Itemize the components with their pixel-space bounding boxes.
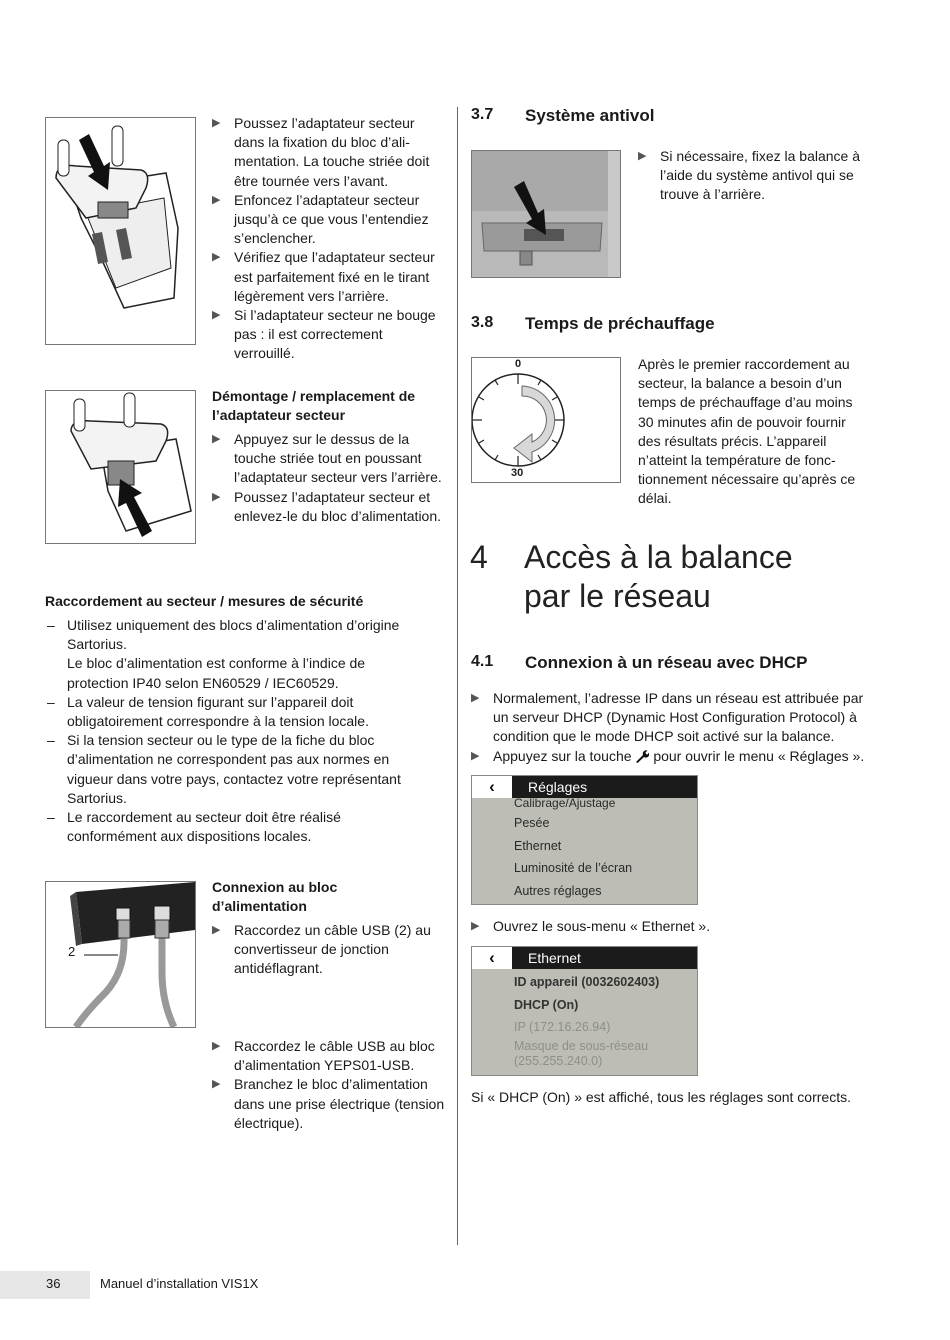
section-3-7-number: 3.7 (471, 106, 494, 123)
menu-item-luminosite[interactable]: Luminosité de l’écran (514, 861, 633, 875)
demontage-heading: Démontage / remplacement de l’adaptateur secteur (212, 388, 416, 424)
menu-item-id-appareil[interactable]: ID appareil (0032602403) (514, 975, 660, 989)
usb-cable-label: 2 (68, 944, 76, 959)
menu-item-ip: IP (172.16.26.94) (514, 1020, 611, 1034)
connexion-step-usb: ▶ Raccordez un câble USB (2) au convertisseur de jonction antidéflagrant. (212, 921, 442, 979)
ethernet-menu-screenshot (471, 946, 698, 1076)
menu-item-pesee[interactable]: Pesée (514, 816, 550, 830)
footer-title: Manuel d’installation VIS1X (100, 1276, 259, 1291)
adapter-remove-figure (45, 390, 196, 544)
menu-item-ethernet[interactable]: Ethernet (514, 838, 562, 853)
menu-item-dhcp[interactable]: DHCP (On) (514, 997, 579, 1012)
section-3-8-title: Temps de préchauffage (525, 314, 715, 333)
chapter-4-heading (470, 538, 910, 622)
dhcp-closing-text: Si « DHCP (On) » est affiché, tous les réglages sont corrects. (471, 1089, 851, 1105)
section-3-8-number: 3.8 (471, 314, 494, 331)
page-number-tab (0, 1271, 90, 1299)
usb-connection-figure (45, 881, 196, 1028)
dhcp-step-ethernet: ▶ Ouvrez le sous-menu « Ethernet ». (471, 917, 876, 936)
antitheft-step: ▶ Si nécessaire, fixez la balance à l’aide du système antivol qui se trouve à l’arrière. (638, 147, 868, 205)
dhcp-step-settings (471, 747, 876, 768)
menu-item-calibrage[interactable]: Calibrage/Ajustage (514, 798, 616, 810)
column-divider (457, 107, 458, 1245)
raccordement-item-local: – Le raccordement au secteur doit être réalisé conformément aux dispositions locales. (45, 808, 425, 846)
final-step-plug: ▶ Branchez le bloc d’alimentation dans une prise électrique (tension électrique). (212, 1075, 446, 1133)
reglages-menu-header (472, 776, 697, 798)
back-icon[interactable]: ‹ (472, 947, 512, 969)
adapter-step-locked: ▶ Si l’adaptateur secteur ne bouge pas : il est correctement verrouillé. (212, 306, 446, 364)
section-4-1-number: 4.1 (471, 653, 494, 670)
dhcp-step-settings-text-b: pour ouvrir le menu « Réglages ». (653, 747, 865, 764)
raccordement-item-norms: – Si la tension secteur ou le type de la fiche du bloc d’alimentation ne correspondent pas aux normes en vigueur dans votre pays, contactez votre représentant Sartorius. (45, 731, 425, 808)
menu-item-masque: Masque de sous-réseau (514, 1038, 649, 1053)
section-4-1-title: Connexion à un réseau avec DHCP (525, 653, 808, 672)
antitheft-figure (471, 150, 621, 278)
warmup-text: Après le premier raccordement au secteur, la balance a besoin d’un temps de préchauffage d’au moins 30 minutes afin de pouvoir fournir des résultats précis. L’appareil n’atteint la température de fonctionnement nécessaire qu’après ce délai. (638, 356, 856, 507)
section-3-8-heading (471, 314, 911, 338)
clock-label-top: 0 (515, 358, 522, 370)
chapter-4-title-line1: Accès à la balance (524, 539, 793, 575)
adapter-step-check: ▶ Vérifiez que l’adaptateur secteur est parfaitement fixé en le tirant légèrement vers l’arrière. (212, 248, 446, 306)
page-number: 36 (46, 1276, 61, 1291)
wrench-icon (635, 749, 649, 768)
section-3-7-title: Système antivol (525, 106, 655, 125)
menu-item-masque-value: (255.255.240.0) (514, 1053, 603, 1068)
raccordement-item-voltage: – La valeur de tension figurant sur l’appareil doit obligatoirement correspondre à la tension locale. (45, 693, 425, 731)
section-4-1-heading (471, 653, 911, 677)
reglages-menu-screenshot (471, 775, 698, 905)
adapter-step-press: ▶ Enfoncez l’adaptateur secteur jusqu’à ce que vous l’entendiez s’enclencher. (212, 191, 446, 249)
adapter-step-push: ▶ Poussez l’adaptateur secteur dans la fixation du bloc d’alimentation. La touche striée doit être tournée vers l’avant. (212, 114, 446, 191)
clock-label-bottom: 30 (511, 467, 524, 479)
adapter-insert-figure (45, 117, 196, 345)
raccordement-heading: Raccordement au secteur / mesures de sécurité (45, 593, 364, 609)
warmup-clock-figure (471, 357, 621, 483)
demontage-step-remove: ▶ Poussez l’adaptateur secteur et enlevez-le du bloc d’alimentation. (212, 488, 442, 526)
back-icon[interactable]: ‹ (472, 776, 512, 798)
dhcp-step-settings-text-a: Appuyez sur la touche (493, 747, 632, 764)
reglages-menu-title: Réglages (528, 779, 588, 795)
final-step-usb: ▶ Raccordez le câble USB au bloc d’alimentation YEPS01-USB. (212, 1037, 446, 1075)
ethernet-menu-title: Ethernet (528, 950, 581, 966)
connexion-heading: Connexion au bloc d’alimentation (212, 879, 338, 915)
raccordement-item-ip40-text: Le bloc d’alimentation est conforme à l’indice de protection IP40 selon EN60529 / IEC60529. (67, 655, 366, 691)
demontage-step-press: ▶ Appuyez sur le dessus de la touche striée tout en poussant l’adaptateur secteur vers l’arrière. (212, 430, 442, 488)
chapter-4-number: 4 (470, 539, 488, 575)
section-3-7-heading (471, 106, 911, 130)
raccordement-item-original (45, 616, 425, 693)
ethernet-menu-header (472, 947, 697, 969)
dhcp-step-info: ▶ Normalement, l’adresse IP dans un réseau est attribuée par un serveur DHCP (Dynamic Host Configuration Protocol) à condition que le mode DHCP soit activé sur la balance. (471, 689, 876, 747)
menu-item-autres[interactable]: Autres réglages (514, 883, 602, 898)
raccordement-item-original-text: – Utilisez uniquement des blocs d’alimentation d’origine Sartorius. (67, 617, 400, 653)
chapter-4-title-line2: par le réseau (524, 578, 711, 614)
